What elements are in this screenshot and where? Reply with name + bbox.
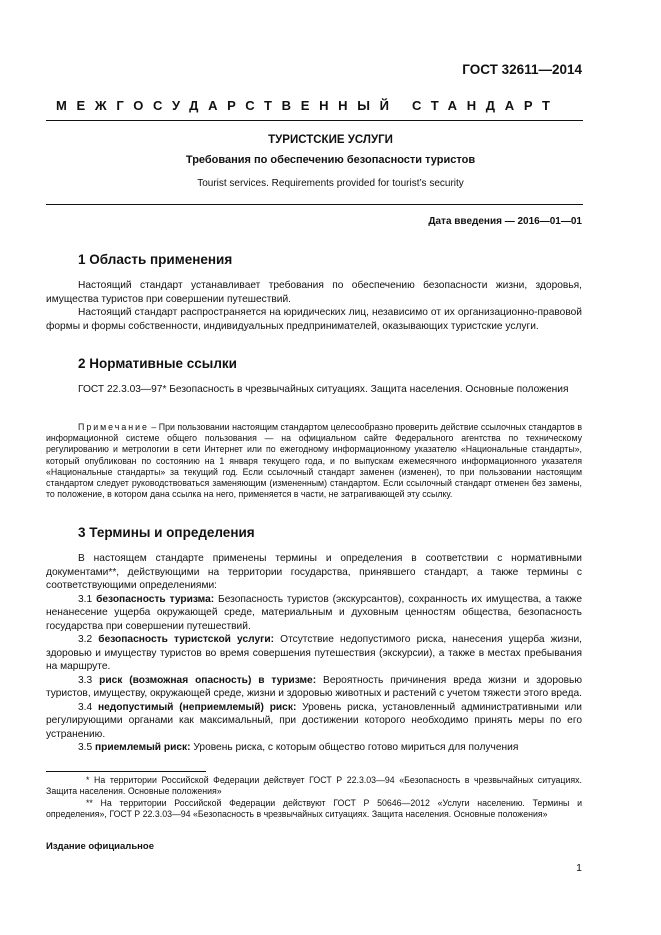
term-definition: Безопасность туристов (экскурсантов), сохранность их имущества, а также ненанесение ущерба окружающей среде, материальным и духовным ценностям общества, безопасность государства при совершении путешествий.: [46, 593, 582, 632]
footnote-1: * На территории Российской Федерации действует ГОСТ Р 22.3.03—94 «Безопасность в чрезвычайных ситуациях. Защита населения. Основные положения»: [46, 775, 582, 797]
term-name: риск (возможная опасность) в туризме:: [99, 674, 317, 686]
term-definition: Уровень риска, установленный административными или регулирующими органами как максимальный, при достижении которого необходимо принять меры по его устранению.: [46, 701, 582, 740]
note-text: – При пользовании настоящим стандартом целесообразно проверить действие ссылочных стандартов в информационной системе общего пользования — на официальном сайте Федерального агентства по техническому регулированию и метрологии в сети Интернет или по ежегодному информационному указателю «Национальные стандарты», который опубликован по состоянию на 1 января текущего года, и по выпускам ежемесячного информационного указателя «Национальные стандарты» за текущий год. Если ссылочный стандарт заменен (изменен), то при пользовании настоящим стандартом следует руководствоваться заменяющим (измененным) стандартом. Если ссылочный стандарт отменен без замены, то положение, в котором дана ссылка на него, применяется в части, не затрагивающей эту ссылку.: [46, 422, 582, 500]
document-title-english: Tourist services. Requirements provided for tourist’s security: [197, 178, 464, 189]
section-3-body: [46, 552, 582, 755]
section-1-body: [46, 279, 582, 333]
section-2-heading: 2 Нормативные ссылки: [78, 356, 237, 371]
standard-number: ГОСТ 32611—2014: [462, 62, 582, 77]
term-3-3: 3.3 риск (возможная опасность) в туризме: Вероятность причинения вреда жизни и здоровью туристов, имуществу, окружающей среде, жизни и здоровью животных и растений с учетом тяжести этого вреда.: [46, 674, 583, 699]
term-definition: Уровень риска, с которым общество готово мириться для получения: [190, 742, 519, 753]
term-name: приемлемый риск:: [95, 742, 191, 753]
official-edition-label: Издание официальное: [46, 841, 154, 852]
term-name: безопасность туризма:: [96, 593, 215, 605]
standard-type-banner: МЕЖГОСУДАРСТВЕННЫЙ СТАНДАРТ: [56, 98, 560, 113]
page-number: 1: [576, 862, 582, 874]
term-name: безопасность туристской услуги:: [98, 634, 275, 645]
section-1-paragraph-1: Настоящий стандарт устанавливает требования по обеспечению безопасности жизни, здоровья, имущества туристов при совершении путешествий.: [46, 280, 582, 305]
note-label: Примечание: [78, 422, 149, 432]
normative-reference: ГОСТ 22.3.03—97* Безопасность в чрезвычайных ситуациях. Защита населения. Основные положения: [78, 384, 569, 395]
footnotes: [46, 775, 582, 820]
term-definition: Отсутствие недопустимого риска, нанесения ущерба жизни, здоровью и имуществу туристов во время совершения путешествия (экскурсии), а также в местах пребывания на маршруте.: [46, 634, 582, 672]
section-1-heading: 1 Область применения: [78, 252, 233, 267]
term-name: недопустимый (неприемлемый) риск:: [97, 701, 297, 713]
footnote-2: ** На территории Российской Федерации действуют ГОСТ Р 50646—2012 «Услуги населению. Термины и определения», ГОСТ Р 22.3.03—94 «Безопасность в чрезвычайных ситуациях. Защита населения. Основные положения»: [46, 797, 582, 819]
section-2-note: [46, 422, 582, 500]
document-subtitle: Требования по обеспечению безопасности туристов: [185, 154, 476, 166]
section-2-body: [46, 383, 582, 397]
section-3-heading: 3 Термины и определения: [78, 525, 255, 540]
term-3-4: 3.4 недопустимый (неприемлемый) риск: Уровень риска, установленный административными или регулирующими органами как максимальный, при достижении которого необходимо принять меры по его устранению.: [46, 701, 582, 740]
date-of-introduction: Дата введения — 2016—01—01: [428, 216, 582, 227]
term-3-1: 3.1 безопасность туризма: Безопасность туристов (экскурсантов), сохранность их имущества, а также ненанесение ущерба окружающей среде, материальным и духовным ценностям общества, безопасность государства при совершении путешествий.: [46, 593, 582, 632]
term-3-5: 3.5 приемлемый риск: Уровень риска, с которым общество готово мириться для получения: [78, 742, 519, 753]
footnote-separator: [46, 771, 206, 772]
term-3-2: 3.2 безопасность туристской услуги: Отсутствие недопустимого риска, нанесения ущерба жизни, здоровью и имуществу туристов во время совершения путешествия (экскурсии), а также в местах пребывания на маршруте.: [46, 634, 582, 672]
section-3-intro: В настоящем стандарте применены термины и определения в соответствии с нормативными документами**, действующими на территории государства, принявшего стандарт, а также термины с соответствующими определениями:: [46, 553, 582, 591]
section-1-paragraph-2: Настоящий стандарт распространяется на юридических лиц, независимо от их организационно-правовой формы и формы собственности, индивидуальных предпринимателей, оказывающих туристские услуги.: [46, 307, 582, 332]
header-rule-bottom: [46, 204, 583, 205]
document-title: ТУРИСТСКИЕ УСЛУГИ: [268, 134, 393, 146]
term-definition: Вероятность причинения вреда жизни и здоровью туристов, имуществу, окружающей среде, жизни и здоровью животных и растений с учетом тяжести этого вреда.: [46, 674, 583, 699]
header-rule-top: [46, 120, 583, 121]
